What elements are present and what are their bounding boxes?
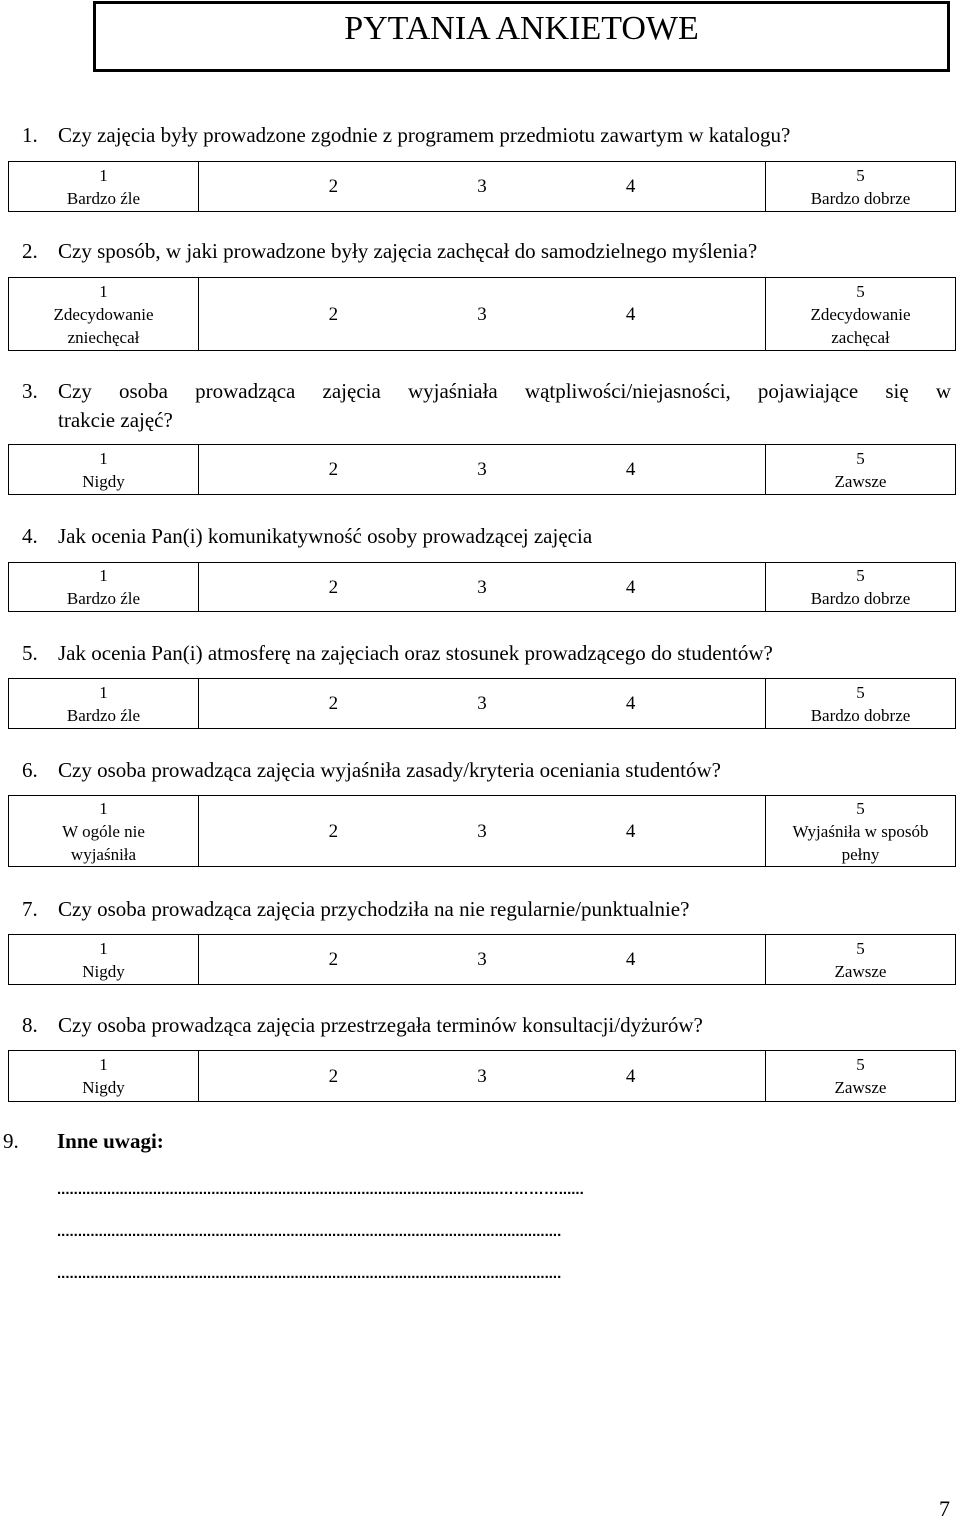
scale-high-option[interactable] bbox=[766, 162, 956, 212]
question-number: 2. bbox=[22, 239, 38, 263]
scale-low-option[interactable] bbox=[9, 278, 199, 351]
question-text: Jak ocenia Pan(i) atmosferę na zajęciach oraz stosunek prowadzącego do studentów? bbox=[58, 641, 773, 665]
question-text: Czy osoba prowadząca zajęcia przestrzegała terminów konsultacji/dyżurów? bbox=[58, 1013, 703, 1037]
scale-low-label: Bardzo źle bbox=[66, 705, 141, 725]
question-text: Czy sposób, w jaki prowadzone były zajęcia zachęcał do samodzielnego myślenia? bbox=[58, 239, 758, 263]
scale-high-option[interactable] bbox=[766, 563, 956, 612]
scale-low-label: Bardzo źle bbox=[66, 589, 141, 608]
rating-scale-4 bbox=[8, 562, 956, 612]
rating-scale-3 bbox=[8, 444, 956, 495]
scale-middle-options bbox=[199, 1051, 766, 1102]
scale-option-2[interactable]: 2 bbox=[328, 949, 339, 970]
scale-option-2[interactable]: 2 bbox=[328, 459, 339, 480]
scale-option-4[interactable]: 4 bbox=[625, 576, 636, 598]
scale-high-label: Zawsze bbox=[834, 1078, 887, 1097]
question-number: 3. bbox=[22, 379, 38, 403]
scale-low-value: 1 bbox=[99, 1055, 108, 1074]
question-text: Czy osoba prowadząca zajęcia wyjaśniała wątpliwości/niejasności, pojawiające się w bbox=[58, 379, 951, 403]
scale-low-option[interactable] bbox=[9, 796, 199, 867]
scale-option-4[interactable]: 4 bbox=[625, 176, 636, 197]
question-text: Czy osoba prowadząca zajęcia przychodziła na nie regularnie/punktualnie? bbox=[58, 897, 690, 921]
scale-high-value: 5 bbox=[856, 1055, 865, 1074]
scale-option-4[interactable]: 4 bbox=[625, 693, 636, 714]
scale-option-2[interactable]: 2 bbox=[328, 303, 339, 325]
scale-option-3[interactable]: 3 bbox=[477, 949, 487, 970]
rating-scale-6 bbox=[8, 795, 956, 867]
scale-low-label: Nigdy bbox=[82, 961, 125, 981]
scale-low-option[interactable] bbox=[9, 563, 199, 612]
rating-scale-5 bbox=[8, 678, 956, 729]
scale-option-4[interactable]: 4 bbox=[625, 820, 636, 842]
scale-high-value: 5 bbox=[856, 938, 865, 958]
answer-line[interactable]: ..........................................................................................................…………...... bbox=[57, 1181, 584, 1198]
scale-low-label: Nigdy bbox=[82, 1078, 125, 1097]
scale-low-option[interactable] bbox=[9, 445, 199, 495]
question-number: 7. bbox=[22, 897, 38, 921]
scale-high-option[interactable] bbox=[766, 1051, 956, 1102]
scale-low-option[interactable] bbox=[9, 162, 199, 212]
scale-option-2[interactable]: 2 bbox=[328, 693, 339, 714]
page-title: PYTANIA ANKIETOWE bbox=[93, 1, 950, 72]
question-number: 1. bbox=[22, 123, 38, 147]
scale-low-value: 1 bbox=[99, 448, 108, 468]
scale-high-option[interactable] bbox=[766, 935, 956, 985]
question-9-number: 9. bbox=[3, 1129, 19, 1153]
scale-low-option[interactable] bbox=[9, 1051, 199, 1102]
scale-option-2[interactable]: 2 bbox=[328, 176, 339, 197]
scale-high-value: 5 bbox=[856, 682, 865, 702]
scale-option-4[interactable]: 4 bbox=[625, 1065, 636, 1087]
scale-high-label: Bardzo dobrze bbox=[810, 589, 911, 608]
question-text: Czy zajęcia były prowadzone zgodnie z programem przedmiotu zawartym w katalogu? bbox=[58, 123, 791, 147]
scale-middle-options bbox=[199, 278, 766, 351]
scale-low-option[interactable] bbox=[9, 679, 199, 729]
rating-scale-7 bbox=[8, 934, 956, 985]
question-number: 6. bbox=[22, 758, 38, 782]
scale-middle-options bbox=[199, 162, 766, 212]
scale-option-3[interactable]: 3 bbox=[477, 820, 487, 842]
scale-high-label: Zdecydowanie bbox=[810, 304, 911, 324]
scale-high-option[interactable] bbox=[766, 679, 956, 729]
scale-low-label: Bardzo źle bbox=[66, 188, 141, 208]
scale-high-label: Wyjaśniła w sposób bbox=[792, 821, 929, 841]
scale-option-3[interactable]: 3 bbox=[477, 693, 487, 714]
scale-low-label: Zdecydowanie bbox=[53, 304, 154, 324]
scale-option-4[interactable]: 4 bbox=[625, 459, 636, 480]
scale-low-label: zniechęcał bbox=[67, 327, 140, 347]
scale-option-3[interactable]: 3 bbox=[477, 1065, 487, 1087]
question-text: Jak ocenia Pan(i) komunikatywność osoby prowadzącej zajęcia bbox=[58, 524, 593, 548]
scale-high-label: Zawsze bbox=[834, 471, 887, 491]
scale-option-3[interactable]: 3 bbox=[477, 303, 487, 325]
scale-option-2[interactable]: 2 bbox=[328, 1065, 339, 1087]
scale-low-label: wyjaśniła bbox=[70, 844, 137, 864]
scale-option-3[interactable]: 3 bbox=[477, 576, 487, 598]
scale-high-value: 5 bbox=[856, 448, 865, 468]
scale-middle-options bbox=[199, 796, 766, 867]
scale-high-label: pełny bbox=[841, 844, 880, 864]
scale-high-label: Zawsze bbox=[834, 961, 887, 981]
scale-low-value: 1 bbox=[99, 165, 108, 185]
scale-option-4[interactable]: 4 bbox=[625, 949, 636, 970]
scale-high-value: 5 bbox=[856, 281, 865, 301]
scale-high-option[interactable] bbox=[766, 278, 956, 351]
page-number: 7 bbox=[939, 1496, 950, 1521]
scale-low-label: W ogóle nie bbox=[62, 821, 145, 841]
scale-high-option[interactable] bbox=[766, 445, 956, 495]
scale-option-2[interactable]: 2 bbox=[328, 576, 339, 598]
answer-line[interactable]: ......................................................................................................................... bbox=[57, 1223, 562, 1240]
scale-low-value: 1 bbox=[99, 938, 108, 958]
scale-low-label: Nigdy bbox=[82, 471, 125, 491]
scale-high-value: 5 bbox=[856, 798, 865, 818]
answer-line[interactable]: ......................................................................................................................... bbox=[57, 1265, 562, 1282]
scale-middle-options bbox=[199, 679, 766, 729]
question-number: 8. bbox=[22, 1013, 38, 1037]
rating-scale-8 bbox=[8, 1050, 956, 1102]
scale-option-4[interactable]: 4 bbox=[625, 303, 636, 325]
rating-scale-2 bbox=[8, 277, 956, 351]
question-number: 5. bbox=[22, 641, 38, 665]
scale-low-option[interactable] bbox=[9, 935, 199, 985]
scale-option-3[interactable]: 3 bbox=[477, 459, 487, 480]
scale-high-option[interactable] bbox=[766, 796, 956, 867]
scale-low-value: 1 bbox=[99, 682, 108, 702]
question-text: Czy osoba prowadząca zajęcia wyjaśniła zasady/kryteria oceniania studentów? bbox=[58, 758, 721, 782]
rating-scale-1 bbox=[8, 161, 956, 212]
scale-high-label: zachęcał bbox=[831, 327, 890, 347]
scale-high-label: Bardzo dobrze bbox=[810, 705, 911, 725]
scale-high-value: 5 bbox=[856, 566, 865, 585]
scale-low-value: 1 bbox=[99, 281, 108, 301]
scale-option-3[interactable]: 3 bbox=[477, 176, 487, 197]
scale-high-value: 5 bbox=[856, 165, 865, 185]
other-remarks-label: Inne uwagi: bbox=[57, 1129, 164, 1153]
scale-middle-options bbox=[199, 445, 766, 495]
scale-option-2[interactable]: 2 bbox=[328, 820, 339, 842]
scale-low-value: 1 bbox=[99, 798, 108, 818]
scale-low-value: 1 bbox=[99, 566, 108, 585]
scale-middle-options bbox=[199, 935, 766, 985]
question-number: 4. bbox=[22, 524, 38, 548]
scale-high-label: Bardzo dobrze bbox=[810, 188, 911, 208]
question-text-continued: trakcie zajęć? bbox=[58, 408, 173, 432]
scale-middle-options bbox=[199, 563, 766, 612]
